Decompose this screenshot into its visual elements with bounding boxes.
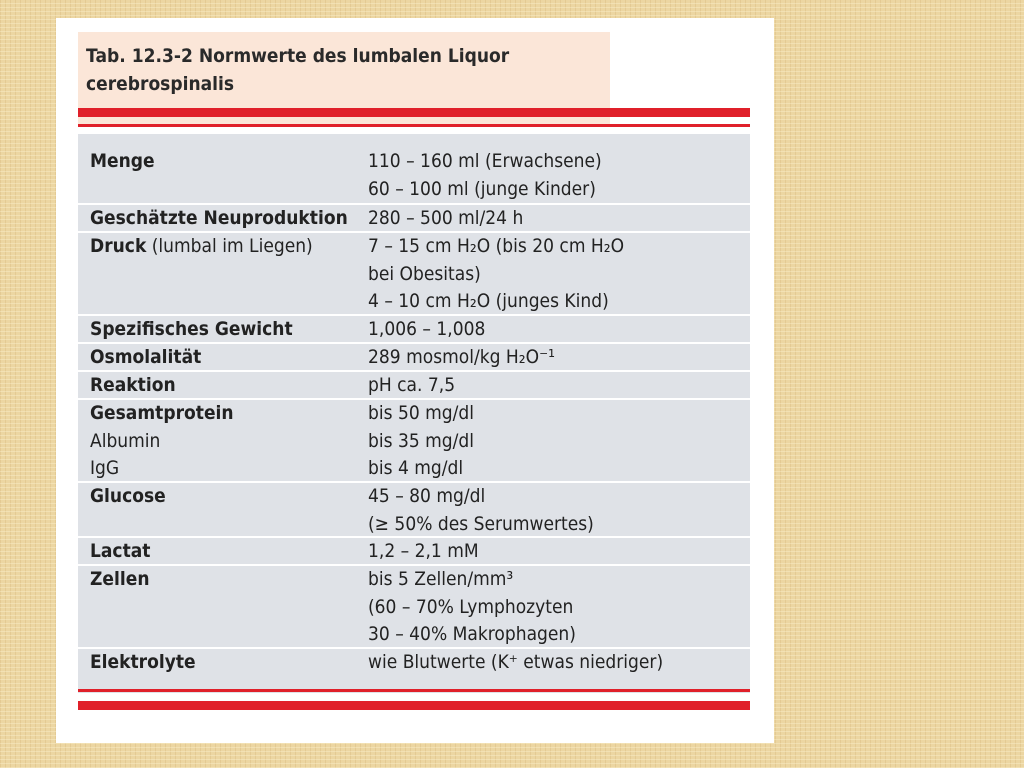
table-row — [78, 481, 750, 538]
value-line: bis 5 Zellen/mm³ — [368, 568, 514, 590]
row-label — [90, 400, 234, 483]
label-main: Gesamtprotein — [90, 402, 234, 424]
value-line: bei Obesitas) — [368, 262, 481, 285]
row-label: Spezifisches Gewicht — [90, 318, 293, 340]
document-card — [56, 18, 774, 743]
row-label: Geschätzte Neuproduktion — [90, 207, 348, 229]
value-line: 110 – 160 ml (Erwachsene) — [368, 150, 602, 172]
value-line: 7 – 15 cm H₂O (bis 20 cm H₂O — [368, 235, 625, 257]
row-label — [90, 233, 313, 261]
top-rule-thick — [78, 108, 750, 117]
bottom-rule-thick — [78, 701, 750, 710]
row-value: 280 – 500 ml/24 h — [368, 207, 524, 229]
value-line: (≥ 50% des Serumwertes) — [368, 512, 594, 535]
row-label: Osmolalität — [90, 346, 202, 368]
row-value: pH ca. 7,5 — [368, 374, 456, 396]
label-main: Druck — [90, 235, 147, 257]
row-value: 289 mosmol/kg H₂O⁻¹ — [368, 346, 555, 368]
table-row — [78, 148, 750, 203]
row-value — [368, 233, 624, 316]
row-label: Zellen — [90, 568, 150, 590]
table-row — [78, 231, 750, 316]
row-value — [368, 148, 602, 203]
value-line: 60 – 100 ml (junge Kinder) — [368, 177, 596, 200]
sub-label: Albumin — [90, 429, 161, 452]
row-value — [368, 483, 594, 538]
label-suffix: (lumbal im Liegen) — [146, 235, 313, 257]
row-label: Reaktion — [90, 374, 176, 396]
table-row — [78, 398, 750, 483]
value-line: 4 – 10 cm H₂O (junges Kind) — [368, 290, 609, 313]
value-line: 30 – 40% Makrophagen) — [368, 623, 576, 646]
row-value: wie Blutwerte (K⁺ etwas niedriger) — [368, 651, 664, 673]
table-row — [78, 203, 750, 233]
values-table — [78, 134, 750, 693]
sub-label: IgG — [90, 457, 120, 480]
bottom-rule-thin — [78, 689, 750, 692]
table-caption — [86, 42, 554, 98]
caption-line-1: Tab. 12.3-2 Normwerte des lumbalen Liquor — [86, 45, 510, 67]
top-rule-thin — [78, 124, 750, 127]
caption-line-2: cerebrospinalis — [86, 73, 235, 95]
row-value — [368, 566, 576, 649]
table-row — [78, 564, 750, 649]
row-value: 1,006 – 1,008 — [368, 318, 486, 340]
value-line: 45 – 80 mg/dl — [368, 485, 486, 507]
table-row — [78, 370, 750, 400]
value-line: bis 4 mg/dl — [368, 457, 464, 480]
row-label: Menge — [90, 150, 155, 172]
row-value: 1,2 – 2,1 mM — [368, 540, 479, 562]
table-row — [78, 536, 750, 566]
table-row — [78, 647, 750, 689]
value-line: (60 – 70% Lymphozyten — [368, 595, 574, 618]
value-line: bis 50 mg/dl — [368, 402, 475, 424]
row-label: Lactat — [90, 540, 151, 562]
value-line: bis 35 mg/dl — [368, 429, 475, 452]
table-row — [78, 342, 750, 372]
row-label: Glucose — [90, 485, 166, 507]
row-label: Elektrolyte — [90, 651, 196, 673]
table-row — [78, 314, 750, 344]
row-value — [368, 400, 474, 483]
